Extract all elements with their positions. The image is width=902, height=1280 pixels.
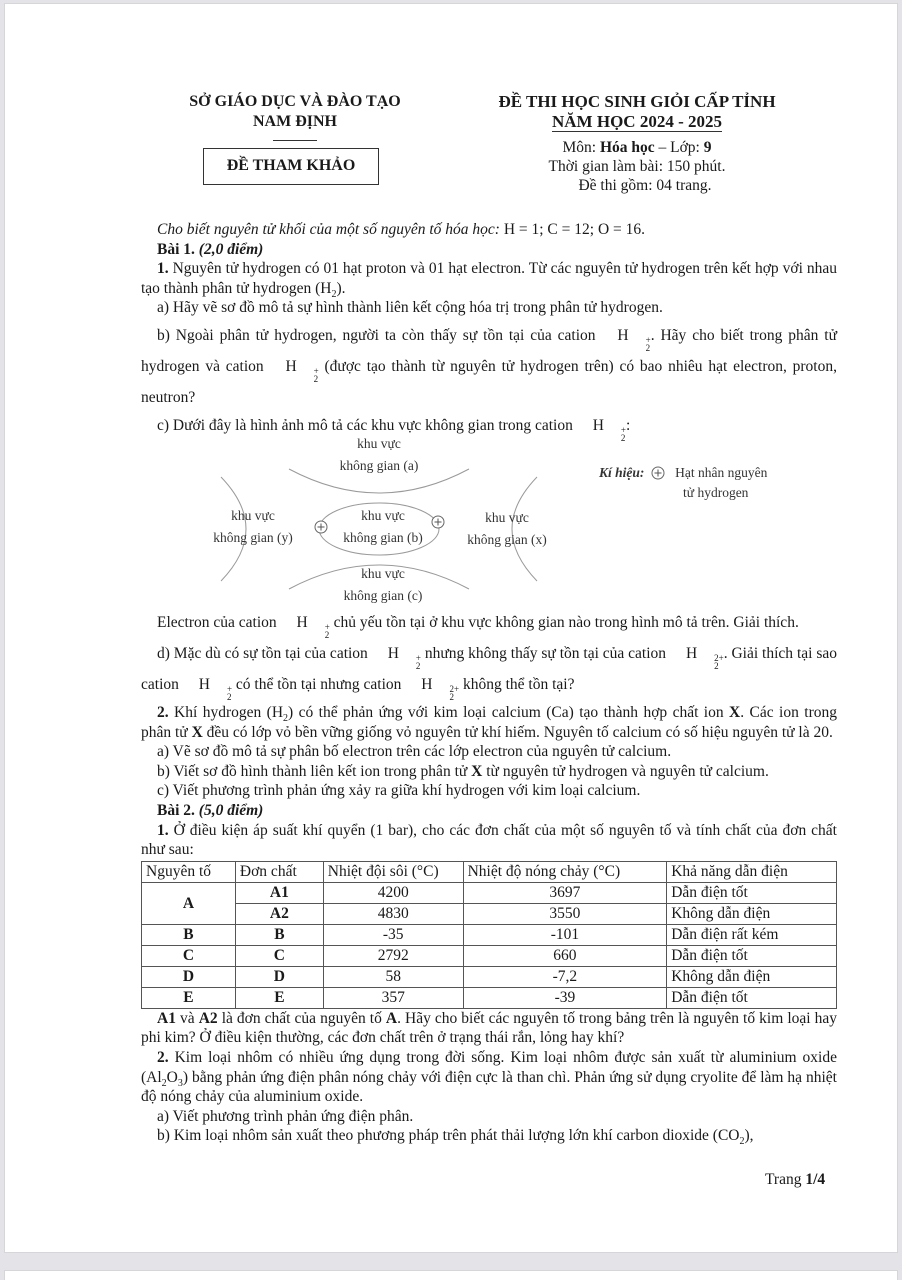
col-conductivity: Khả năng dẫn điện [667,861,837,882]
bai1-q1d: d) Mặc dù có sự tồn tại của cation H + 2 nhưng không thấy sự tồn tại của cation H 2+ 2 . Giải thích tại sao cation H + 2 có thể tồn tại nhưng cation H 2+ 2 không thể tồn tại? [141,638,837,700]
element-properties-table [141,861,837,1009]
nucleus-icon [315,521,327,533]
ion-h2-plus: H + 2 [296,613,330,640]
ion-h2-2plus: H 2+ 2 [421,675,460,702]
issuer-block [155,92,435,141]
region-x-label: khu vực không gian (x) [467,509,547,547]
bai2-q1: 1. Ở điều kiện áp suất khí quyển (1 bar), cho các đơn chất của một số nguyên tố và tính chất của đơn chất như sau: [141,821,837,859]
diagram-legend: Kí hiệu: Hạt nhân nguyên tử hydrogen [599,464,768,500]
bai1-q1c-question: Electron của cation H + 2 chủ yếu tồn tại ở khu vực không gian nào trong hình mô tả trên. Giải thích. [141,607,837,638]
subject-line: Môn: Hóa học – Lớp: 9 [562,139,712,156]
col-melting-point: Nhiệt độ nóng chảy (°C) [463,861,667,882]
table-header-row [142,861,837,882]
page-count: Đề thi gồm: 04 trang. [578,177,712,194]
region-c-label: khu vực không gian (c) [343,565,423,603]
bai1-q1b: b) Ngoài phân tử hydrogen, người ta còn thấy sự tồn tại của cation H + 2 . Hãy cho biết trong phân tử hydrogen và cation H + 2 (được tạo thành từ nguyên tử hydrogen trên) có bao nhiêu hạt electron, proton, neutron? [141,320,837,413]
divider [273,140,317,141]
region-y-label: khu vực không gian (y) [213,507,293,545]
ion-h2-plus: H + 2 [198,675,233,702]
reference-exam-badge: ĐỀ THAM KHẢO [203,148,379,185]
bai2-q2b: b) Kim loại nhôm sản xuất theo phương pháp trên phát thải lượng lớn khí carbon dioxide $(CO_2)$, [157,1127,754,1148]
document-page [4,3,898,1253]
table-row: A2 4830 3550 Không dẫn điện [142,903,837,924]
bai1-q1: 1. Nguyên tử hydrogen có 01 hạt proton và 01 hạt electron. Từ các nguyên tử hydrogen trên kết hợp với nhau tạo thành phân tử hydrogen $(H_2)$. [141,260,837,300]
table-row: C C 2792 660 Dẫn điện tốt [142,945,837,966]
table-row: A A1 4200 3697 Dẫn điện tốt [142,882,837,903]
h2-plus-region-diagram [141,435,837,607]
page-number: Trang 1/4 [765,1171,826,1188]
nucleus-icon [432,516,444,528]
col-element: Nguyên tố [142,861,236,882]
issuer-province: NAM ĐỊNH [253,113,337,130]
bai1-q1c: c) Dưới đây là hình ảnh mô tả các khu vực không gian trong cation H + 2 : [141,413,837,439]
ion-h2-plus: H + 2 [387,644,421,671]
bai1-q2: 2. Khí hydrogen $(H_2)$ có thể phản ứng với kim loại calcium (Ca) tạo thành hợp chất ion X. Các ion trong phân tử X đều có lớp vỏ bền vững giống vỏ nguyên tử khí hiếm. Nguyên tố calcium có số hiệu nguyên tử là 20. [141,703,837,741]
region-b-label: khu vực không gian (b) [343,507,423,545]
region-a-label: khu vực không gian (a) [339,435,419,473]
table-row: B B -35 -101 Dẫn điện rất kém [142,924,837,945]
next-page-edge [4,1270,898,1280]
exam-duration: Thời gian làm bài: 150 phút. [548,158,726,175]
bai2-q2a: a) Viết phương trình phản ứng điện phân. [157,1107,414,1125]
exam-info-block [457,92,817,195]
atomic-mass-note: Cho biết nguyên tử khối của một số nguyên tố hóa học: H = 1; C = 12; O = 16. [157,221,646,238]
col-substance: Đơn chất [235,861,323,882]
exam-body [141,220,837,1146]
ion-h2-plus: H + 2 [617,326,651,353]
bai2-heading: Bài 2. (5,0 điểm) [157,801,264,819]
subject: Hóa học [599,139,655,156]
bai1-q2a: a) Vẽ sơ đồ mô tả sự phân bố electron trên các lớp electron của nguyên tử calcium. [157,743,672,761]
table-row: E E 357 -39 Dẫn điện tốt [142,987,837,1008]
grade: 9 [703,139,712,156]
bai2-q2: 2. Kim loại nhôm có nhiều ứng dụng trong đời sống. Kim loại nhôm được sản xuất từ aluminium oxide $(Al_2O_3)$ bằng phản ứng điện phân nóng chảy với điện cực là than chì. Phản ứng sử dụng cryolite để làm hạ nhiệt độ nóng chảy của aluminium oxide. [141,1048,837,1106]
bai1-q2c: c) Viết phương trình phản ứng xảy ra giữa khí hydrogen với kim loại calcium. [157,782,641,800]
exam-title: ĐỀ THI HỌC SINH GIỎI CẤP TỈNH [498,92,776,111]
bai1-q2b: b) Viết sơ đồ hình thành liên kết ion trong phân tử X từ nguyên tử hydrogen và nguyên tử calcium. [157,762,769,780]
table-row: D D 58 -7,2 Không dẫn điện [142,966,837,987]
ion-h2-plus: H + 2 [592,416,626,443]
ion-h2-2plus: H 2+ 2 [685,644,724,671]
school-year: NĂM HỌC 2024 - 2025 [552,112,722,131]
bai1-q1a: a) Hãy vẽ sơ đồ mô tả sự hình thành liên kết cộng hóa trị trong phân tử hydrogen. [157,299,663,317]
issuer-department: SỞ GIÁO DỤC VÀ ĐÀO TẠO [189,93,401,110]
col-boiling-point: Nhiệt đội sôi (°C) [323,861,463,882]
bai1-heading: Bài 1. (2,0 điểm) [157,240,264,258]
bai2-q1-question: A1 và A2 là đơn chất của nguyên tố A. Hãy cho biết các nguyên tố trong bảng trên là nguyên tố kim loại hay phi kim? Ở điều kiện thường, các đơn chất trên ở trạng thái rắn, lỏng hay khí? [141,1009,837,1047]
ion-h2-plus: H + 2 [285,357,319,384]
